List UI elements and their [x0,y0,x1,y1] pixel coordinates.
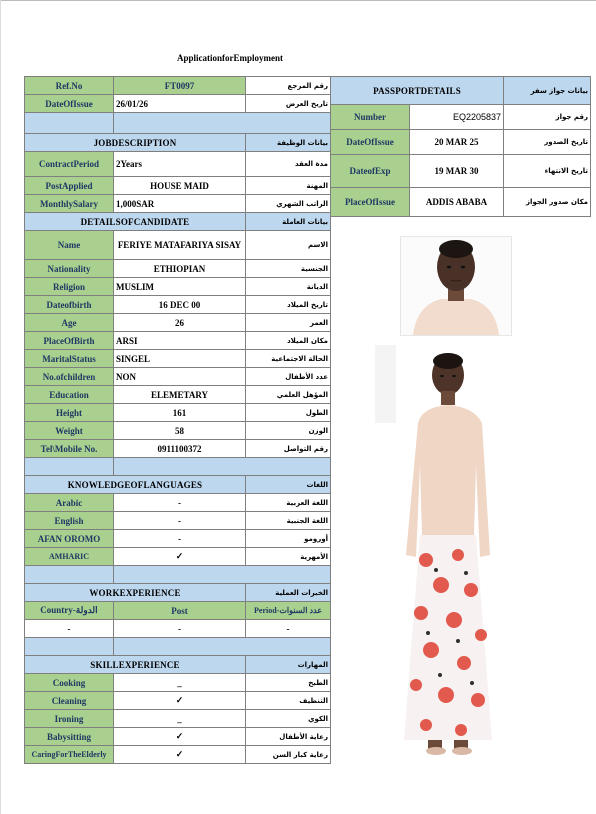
oromo-value: - [114,530,246,548]
english-ar: اللغة الجنبية [246,512,331,530]
passport-place-value: ADDIS ABABA [410,188,504,217]
passport-issue-value: 20 MAR 25 [410,130,504,155]
post-value: HOUSE MAID [114,177,246,195]
salary-ar: الراتب الشهري [246,195,331,213]
nationality-ar: الجنسية [246,260,331,278]
marital-value: SINGEL [114,350,246,368]
cleaning-value: ✓ [114,692,246,710]
passport-issue-label: DateOfIssue [331,130,410,155]
oromo-ar: أورومو [246,530,331,548]
work-col-period: Period-عدد السنوات [246,602,331,620]
birthplace-value: ARSI [114,332,246,350]
ref-value: FT0097 [114,77,246,95]
birthplace-ar: مكان الميلاد [246,332,331,350]
education-ar: المؤهل العلمي [246,386,331,404]
birthplace-label: PlaceOfBirth [25,332,114,350]
form-title: ApplicationforEmployment [176,53,283,63]
passport-number-ar: رقم جواز [504,105,591,130]
passport-place-ar: مكان صدور الجواز [504,188,591,217]
ironing-ar: الكوي [246,710,331,728]
religion-label: Religion [25,278,114,296]
left-border [0,0,1,814]
education-value: ELEMETARY [114,386,246,404]
amharic-label: AMHARIC [25,548,114,566]
issue-label: DateOfIssue [25,95,114,113]
babysitting-label: Babysitting [25,728,114,746]
arabic-ar: اللغة العربية [246,494,331,512]
age-ar: العمر [246,314,331,332]
application-table [24,76,331,764]
amharic-value: ✓ [114,548,246,566]
work-header-ar: الخبرات العملية [246,584,331,602]
age-value: 26 [114,314,246,332]
cooking-ar: الطبخ [246,674,331,692]
post-ar: المهنة [246,177,331,195]
candidate-header-ar: بيانات العاملة [246,213,331,231]
name-ar: الاسم [246,231,331,260]
passport-exp-label: DateofExp [331,155,410,188]
education-label: Education [25,386,114,404]
spacer [25,566,114,584]
work-col-post: Post [114,602,246,620]
oromo-label: AFAN OROMO [25,530,114,548]
weight-ar: الوزن [246,422,331,440]
passport-table [330,76,591,217]
skills-header-ar: المهارات [246,656,331,674]
passport-header-ar: بيانات جواز سفر [504,77,591,105]
marital-ar: الحالة الاجتماعية [246,350,331,368]
ironing-value: _ [114,710,246,728]
english-label: English [25,512,114,530]
dob-value: 16 DEC 00 [114,296,246,314]
nationality-label: Nationality [25,260,114,278]
dob-ar: تاريخ الميلاد [246,296,331,314]
nationality-value: ETHIOPIAN [114,260,246,278]
weight-value: 58 [114,422,246,440]
full-body-photo [396,345,514,757]
height-label: Height [25,404,114,422]
religion-ar: الديانة [246,278,331,296]
skills-header: SKILLEXPERIENCE [25,656,246,674]
spacer [25,458,114,476]
babysitting-ar: رعاية الأطفال [246,728,331,746]
passport-number-value: EQ2205837 [410,105,504,130]
cooking-value: _ [114,674,246,692]
children-label: No.ofchildren [25,368,114,386]
ref-label: Ref.No [25,77,114,95]
tel-ar: رقم التواصل [246,440,331,458]
weight-label: Weight [25,422,114,440]
issue-ar: تاريخ العرض [246,95,331,113]
dob-label: Dateofbirth [25,296,114,314]
cleaning-ar: التنظيف [246,692,331,710]
spacer [114,113,331,134]
passport-issue-ar: تاريخ الصدور [504,130,591,155]
passport-exp-value: 19 MAR 30 [410,155,504,188]
spacer [114,566,331,584]
passport-exp-ar: تاريخ الانتهاء [504,155,591,188]
work-col-country: Country-الدولة [25,602,114,620]
candidate-header: DETAILSOFCANDIDATE [25,213,246,231]
amharic-ar: الأمهرية [246,548,331,566]
arabic-label: Arabic [25,494,114,512]
languages-header-ar: اللغات [246,476,331,494]
top-border [0,0,596,1]
passport-number-label: Number [331,105,410,130]
babysitting-value: ✓ [114,728,246,746]
contract-value: 2Years [114,152,246,177]
spacer [25,113,114,134]
work-header: WORKEXPERIENCE [25,584,246,602]
arabic-value: - [114,494,246,512]
contract-label: ContractPeriod [25,152,114,177]
work-period-value: - [246,620,331,638]
job-header: JOBDESCRIPTION [25,134,246,152]
passport-place-label: PlaceOfIssue [331,188,410,217]
spacer [114,638,331,656]
salary-label: MonthlySalary [25,195,114,213]
children-value: NON [114,368,246,386]
spacer [114,458,331,476]
english-value: - [114,512,246,530]
name-label: Name [25,231,114,260]
height-ar: الطول [246,404,331,422]
cooking-label: Cooking [25,674,114,692]
elderly-ar: رعاية كبار السن [246,746,331,764]
languages-header: KNOWLEDGEOFLANGUAGES [25,476,246,494]
job-header-ar: بيانات الوظيفة [246,134,331,152]
passport-header: PASSPORTDETAILS [331,77,504,105]
tel-value: 0911100372 [114,440,246,458]
portrait-photo [400,236,512,336]
contract-ar: مدة العقد [246,152,331,177]
ref-ar: رقم المرجع [246,77,331,95]
cleaning-label: Cleaning [25,692,114,710]
religion-value: MUSLIM [114,278,246,296]
work-post-value: - [114,620,246,638]
work-country-value: - [25,620,114,638]
tel-label: Tel\Mobile No. [25,440,114,458]
issue-value: 26/01/26 [114,95,246,113]
elderly-value: ✓ [114,746,246,764]
spacer [25,638,114,656]
salary-value: 1,000SAR [114,195,246,213]
name-value: FERIYE MATAFARIYA SISAY [114,231,246,260]
post-label: PostApplied [25,177,114,195]
marital-label: MaritalStatus [25,350,114,368]
photo-edge [375,345,398,423]
children-ar: عدد الأطفال [246,368,331,386]
height-value: 161 [114,404,246,422]
ironing-label: Ironing [25,710,114,728]
elderly-label: CaringForTheElderly [25,746,114,764]
age-label: Age [25,314,114,332]
